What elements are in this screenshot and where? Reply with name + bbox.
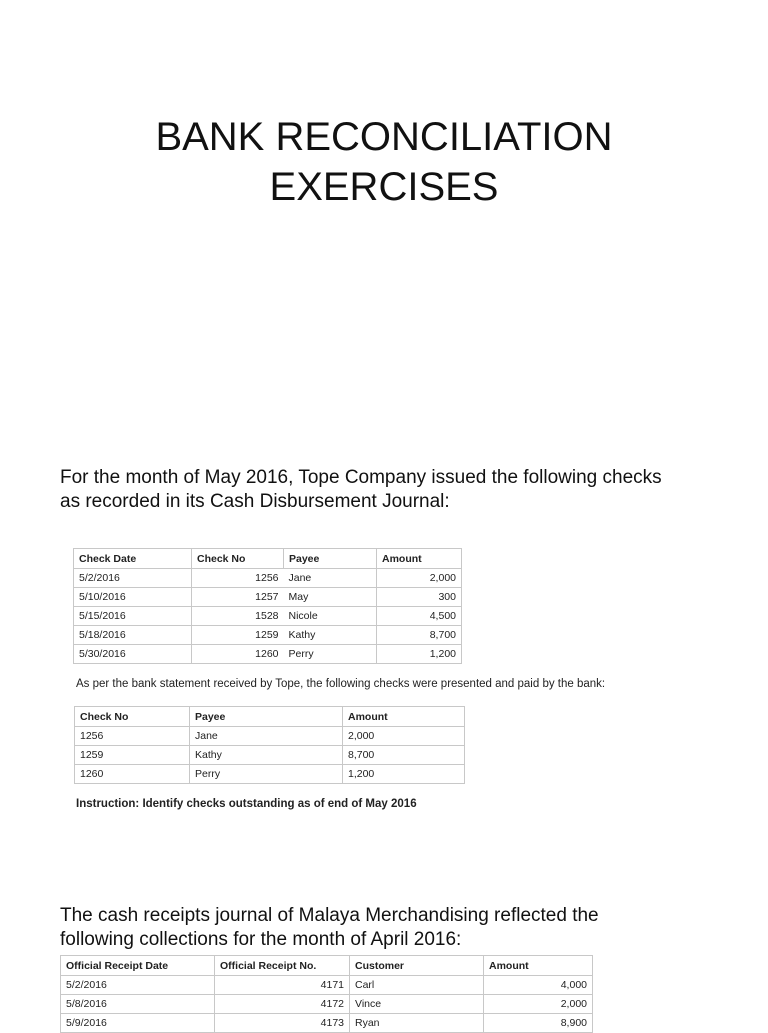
- exercise1-intro-line-1: For the month of May 2016, Tope Company issued the following checks: [60, 467, 662, 488]
- cell-amount: 2,000: [484, 995, 593, 1014]
- cell-amount: 8,700: [377, 626, 462, 645]
- cell-receipt-date: 5/2/2016: [61, 976, 215, 995]
- cell-check-no: 1256: [75, 727, 190, 746]
- column-header: Customer: [350, 956, 484, 976]
- cell-check-date: 5/10/2016: [74, 588, 192, 607]
- column-header: Check No: [192, 549, 284, 569]
- cell-check-no: 1256: [192, 569, 284, 588]
- instruction-text: Instruction: Identify checks outstanding as of end of May 2016: [76, 798, 417, 810]
- exercise2-intro-line-2: following collections for the month of April 2016:: [60, 929, 462, 950]
- bank-statement-table: [74, 706, 465, 784]
- cell-amount: 1,200: [377, 645, 462, 664]
- cell-amount: 8,900: [484, 1014, 593, 1033]
- table-row: [74, 588, 462, 607]
- exercise1-intro-line-2: as recorded in its Cash Disbursement Journal:: [60, 491, 450, 512]
- column-header: Payee: [190, 707, 343, 727]
- cell-check-date: 5/2/2016: [74, 569, 192, 588]
- table-row: [74, 645, 462, 664]
- column-header: Check No: [75, 707, 190, 727]
- cell-payee: Kathy: [190, 746, 343, 765]
- title-text: [0, 112, 768, 212]
- exercise1-intro: [60, 466, 662, 514]
- table-header-row: [74, 549, 462, 569]
- cell-amount: 2,000: [343, 727, 465, 746]
- table-row: [74, 607, 462, 626]
- cell-receipt-date: 5/9/2016: [61, 1014, 215, 1033]
- cell-check-date: 5/30/2016: [74, 645, 192, 664]
- cell-payee: May: [284, 588, 377, 607]
- table-row: [74, 626, 462, 645]
- cell-payee: Nicole: [284, 607, 377, 626]
- cell-receipt-date: 5/8/2016: [61, 995, 215, 1014]
- table-row: [61, 976, 593, 995]
- cell-check-no: 1259: [192, 626, 284, 645]
- cash-disbursement-table: [73, 548, 462, 664]
- cell-amount: 1,200: [343, 765, 465, 784]
- cell-amount: 300: [377, 588, 462, 607]
- column-header: Amount: [484, 956, 593, 976]
- cell-receipt-no: 4173: [215, 1014, 350, 1033]
- cell-customer: Vince: [350, 995, 484, 1014]
- column-header: Payee: [284, 549, 377, 569]
- cell-payee: Jane: [284, 569, 377, 588]
- table-row: [75, 727, 465, 746]
- cell-check-date: 5/15/2016: [74, 607, 192, 626]
- table-row: [75, 746, 465, 765]
- cell-amount: 2,000: [377, 569, 462, 588]
- cell-payee: Jane: [190, 727, 343, 746]
- column-header: Official Receipt Date: [61, 956, 215, 976]
- cell-check-no: 1257: [192, 588, 284, 607]
- column-header: Check Date: [74, 549, 192, 569]
- cell-check-date: 5/18/2016: [74, 626, 192, 645]
- cell-check-no: 1260: [192, 645, 284, 664]
- table-header-row: [75, 707, 465, 727]
- table-row: [61, 995, 593, 1014]
- cell-payee: Perry: [190, 765, 343, 784]
- table-header-row: [61, 956, 593, 976]
- title-line-1: BANK RECONCILIATION: [155, 115, 613, 159]
- cell-amount: 4,500: [377, 607, 462, 626]
- table-row: [74, 569, 462, 588]
- cell-payee: Perry: [284, 645, 377, 664]
- cell-check-no: 1260: [75, 765, 190, 784]
- cell-receipt-no: 4171: [215, 976, 350, 995]
- column-header: Official Receipt No.: [215, 956, 350, 976]
- cell-amount: 8,700: [343, 746, 465, 765]
- bank-statement-note: As per the bank statement received by Tope, the following checks were presented and paid by the bank:: [76, 678, 606, 690]
- table-row: [61, 1014, 593, 1033]
- column-header: Amount: [343, 707, 465, 727]
- table-row: [75, 765, 465, 784]
- cell-amount: 4,000: [484, 976, 593, 995]
- cell-receipt-no: 4172: [215, 995, 350, 1014]
- cell-customer: Ryan: [350, 1014, 484, 1033]
- column-header: Amount: [377, 549, 462, 569]
- exercise2-intro-line-1: The cash receipts journal of Malaya Merchandising reflected the: [60, 905, 599, 926]
- cell-payee: Kathy: [284, 626, 377, 645]
- title-line-2: EXERCISES: [269, 165, 499, 209]
- exercise2-intro: [60, 904, 599, 952]
- cash-receipts-table: [60, 955, 593, 1033]
- cell-check-no: 1259: [75, 746, 190, 765]
- cell-check-no: 1528: [192, 607, 284, 626]
- cell-customer: Carl: [350, 976, 484, 995]
